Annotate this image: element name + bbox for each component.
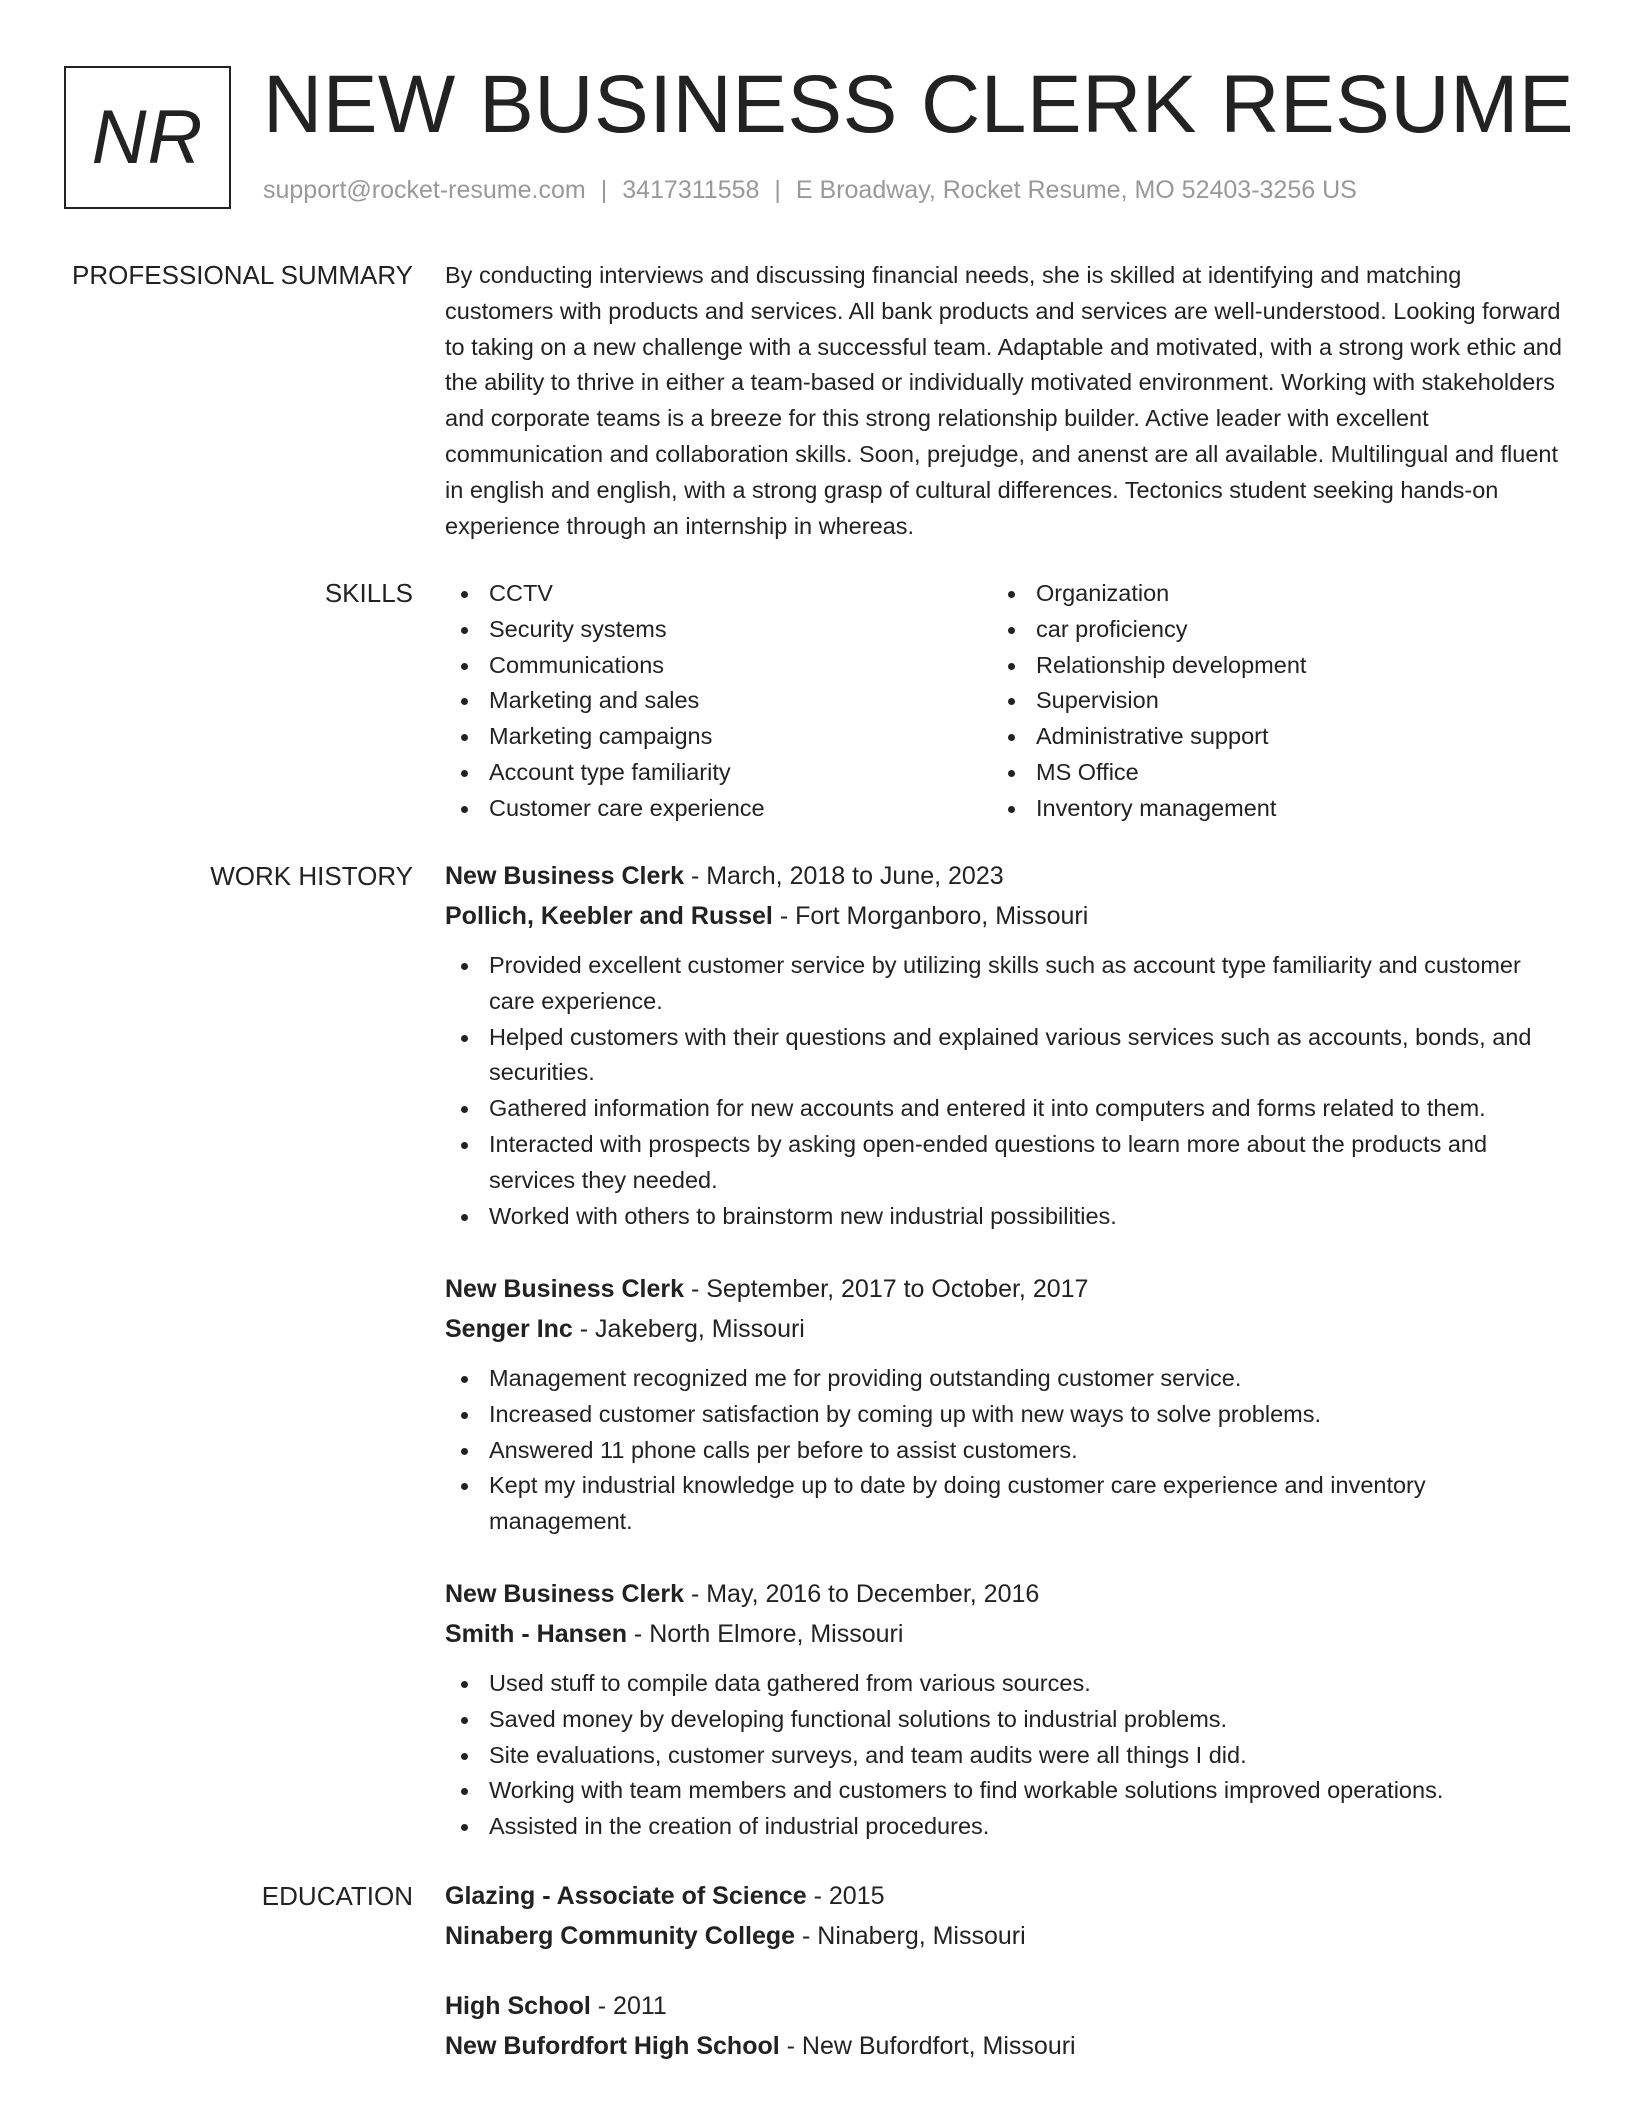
- education-school: Ninaberg Community College: [445, 1922, 796, 1950]
- skill-item: Relationship development: [992, 648, 1539, 684]
- job-bullet: Site evaluations, customer surveys, and team audits were all things I did.: [445, 1738, 1565, 1774]
- education-entry: [445, 1876, 1565, 1956]
- skill-item: Customer care experience: [445, 791, 992, 827]
- contact-separator: |: [600, 176, 608, 204]
- job-bullet: Interacted with prospects by asking open-ended questions to learn more about the products and services they needed.: [445, 1127, 1565, 1199]
- monogram-logo: NR: [64, 66, 231, 209]
- education-school-line: [445, 1916, 1565, 1956]
- section-label-skills: SKILLS: [324, 578, 413, 608]
- job-title-line: [445, 1574, 1565, 1614]
- education-degree: Glazing - Associate of Science: [445, 1882, 807, 1910]
- education-degree: High School: [445, 1992, 591, 2020]
- job-company: Senger Inc: [445, 1315, 573, 1343]
- job-bullet: Answered 11 phone calls per before to assist customers.: [445, 1433, 1565, 1469]
- skill-item: Supervision: [992, 683, 1539, 719]
- contact-phone: 3417311558: [622, 176, 760, 204]
- skill-item: Administrative support: [992, 719, 1539, 755]
- skill-item: Marketing and sales: [445, 683, 992, 719]
- summary-text: By conducting interviews and discussing financial needs, she is skilled at identifying and matching customers with products and services. All bank products and services are well-understood. Looking forward to taking on a new challenge with a successful team. Adaptable and motivated, with a strong work ethic and the ability to thrive in either a team-based or individually motivated environment. Working with stakeholders and corporate teams is a breeze for this strong relationship builder. Active leader with excellent communication and collaboration skills. Soon, prejudge, and anenst are all available. Multilingual and fluent in english and english, with a strong grasp of cultural differences. Tectonics student seeking hands-on experience through an internship in whereas.: [445, 262, 1562, 539]
- skills-list-left: [445, 576, 992, 827]
- job-location: - Jakeberg, Missouri: [572, 1315, 805, 1343]
- job-dates: - March, 2018 to June, 2023: [684, 862, 1004, 890]
- job-dates: - September, 2017 to October, 2017: [684, 1275, 1089, 1303]
- job-bullets: [445, 1361, 1565, 1540]
- contact-address: E Broadway, Rocket Resume, MO 52403-3256 US: [795, 176, 1357, 204]
- skill-item: MS Office: [992, 755, 1539, 791]
- skill-item: Communications: [445, 648, 992, 684]
- job-dates: - May, 2016 to December, 2016: [684, 1580, 1040, 1608]
- job-bullet: Used stuff to compile data gathered from various sources.: [445, 1666, 1565, 1702]
- skill-item: Marketing campaigns: [445, 719, 992, 755]
- job-entry: [445, 1269, 1565, 1540]
- job-location: - North Elmore, Missouri: [626, 1620, 904, 1648]
- education-location: - New Bufordfort, Missouri: [779, 2032, 1076, 2060]
- education-degree-line: [445, 1986, 1565, 2026]
- job-title: New Business Clerk: [445, 1275, 684, 1303]
- job-title-line: [445, 1269, 1565, 1309]
- skill-item: Account type familiarity: [445, 755, 992, 791]
- skill-item: CCTV: [445, 576, 992, 612]
- contact-separator: |: [774, 176, 781, 204]
- job-title: New Business Clerk: [445, 1580, 684, 1608]
- job-company-line: [445, 896, 1565, 936]
- job-location: - Fort Morganboro, Missouri: [772, 902, 1089, 930]
- job-entry: [445, 856, 1565, 1234]
- job-company-line: [445, 1309, 1565, 1349]
- skill-item: Organization: [992, 576, 1539, 612]
- education-location: - Ninaberg, Missouri: [795, 1922, 1026, 1950]
- job-bullet: Saved money by developing functional solutions to industrial problems.: [445, 1702, 1565, 1738]
- section-label-education: EDUCATION: [261, 1881, 413, 1911]
- job-entry: [445, 1574, 1565, 1845]
- section-label-work-history: WORK HISTORY: [210, 861, 413, 891]
- education-year: - 2011: [590, 1992, 667, 2020]
- job-bullet: Working with team members and customers to find workable solutions improved operations.: [445, 1773, 1565, 1809]
- contact-line: [263, 175, 1357, 205]
- job-bullet: Helped customers with their questions and explained various services such as accounts, bonds, and securities.: [445, 1020, 1565, 1092]
- job-company: Smith - Hansen: [445, 1620, 627, 1648]
- section-label-summary: PROFESSIONAL SUMMARY: [72, 260, 413, 290]
- education-year: - 2015: [806, 1882, 885, 1910]
- skills-columns: [445, 576, 1565, 827]
- job-title: New Business Clerk: [445, 862, 684, 890]
- job-bullet: Management recognized me for providing outstanding customer service.: [445, 1361, 1565, 1397]
- job-bullet: Gathered information for new accounts and entered it into computers and forms related to them.: [445, 1091, 1565, 1127]
- job-bullet: Assisted in the creation of industrial procedures.: [445, 1809, 1565, 1845]
- job-title-line: [445, 856, 1565, 896]
- job-company: Pollich, Keebler and Russel: [445, 902, 773, 930]
- skill-item: Security systems: [445, 612, 992, 648]
- education-degree-line: [445, 1876, 1565, 1916]
- skills-list-right: [992, 576, 1539, 827]
- contact-email: support@rocket-resume.com: [263, 176, 586, 204]
- job-company-line: [445, 1614, 1565, 1654]
- education-school-line: [445, 2026, 1565, 2066]
- education-entry: [445, 1986, 1565, 2066]
- page-title: NEW BUSINESS CLERK RESUME: [263, 59, 1575, 150]
- skill-item: Inventory management: [992, 791, 1539, 827]
- job-bullet: Increased customer satisfaction by coming up with new ways to solve problems.: [445, 1397, 1565, 1433]
- skill-item: car proficiency: [992, 612, 1539, 648]
- job-bullet: Provided excellent customer service by utilizing skills such as account type familiarity and customer care experience.: [445, 948, 1565, 1020]
- education-school: New Bufordfort High School: [445, 2032, 780, 2060]
- job-bullets: [445, 948, 1565, 1234]
- job-bullet: Kept my industrial knowledge up to date by doing customer care experience and inventory management.: [445, 1468, 1565, 1540]
- job-bullets: [445, 1666, 1565, 1845]
- job-bullet: Worked with others to brainstorm new industrial possibilities.: [445, 1199, 1565, 1235]
